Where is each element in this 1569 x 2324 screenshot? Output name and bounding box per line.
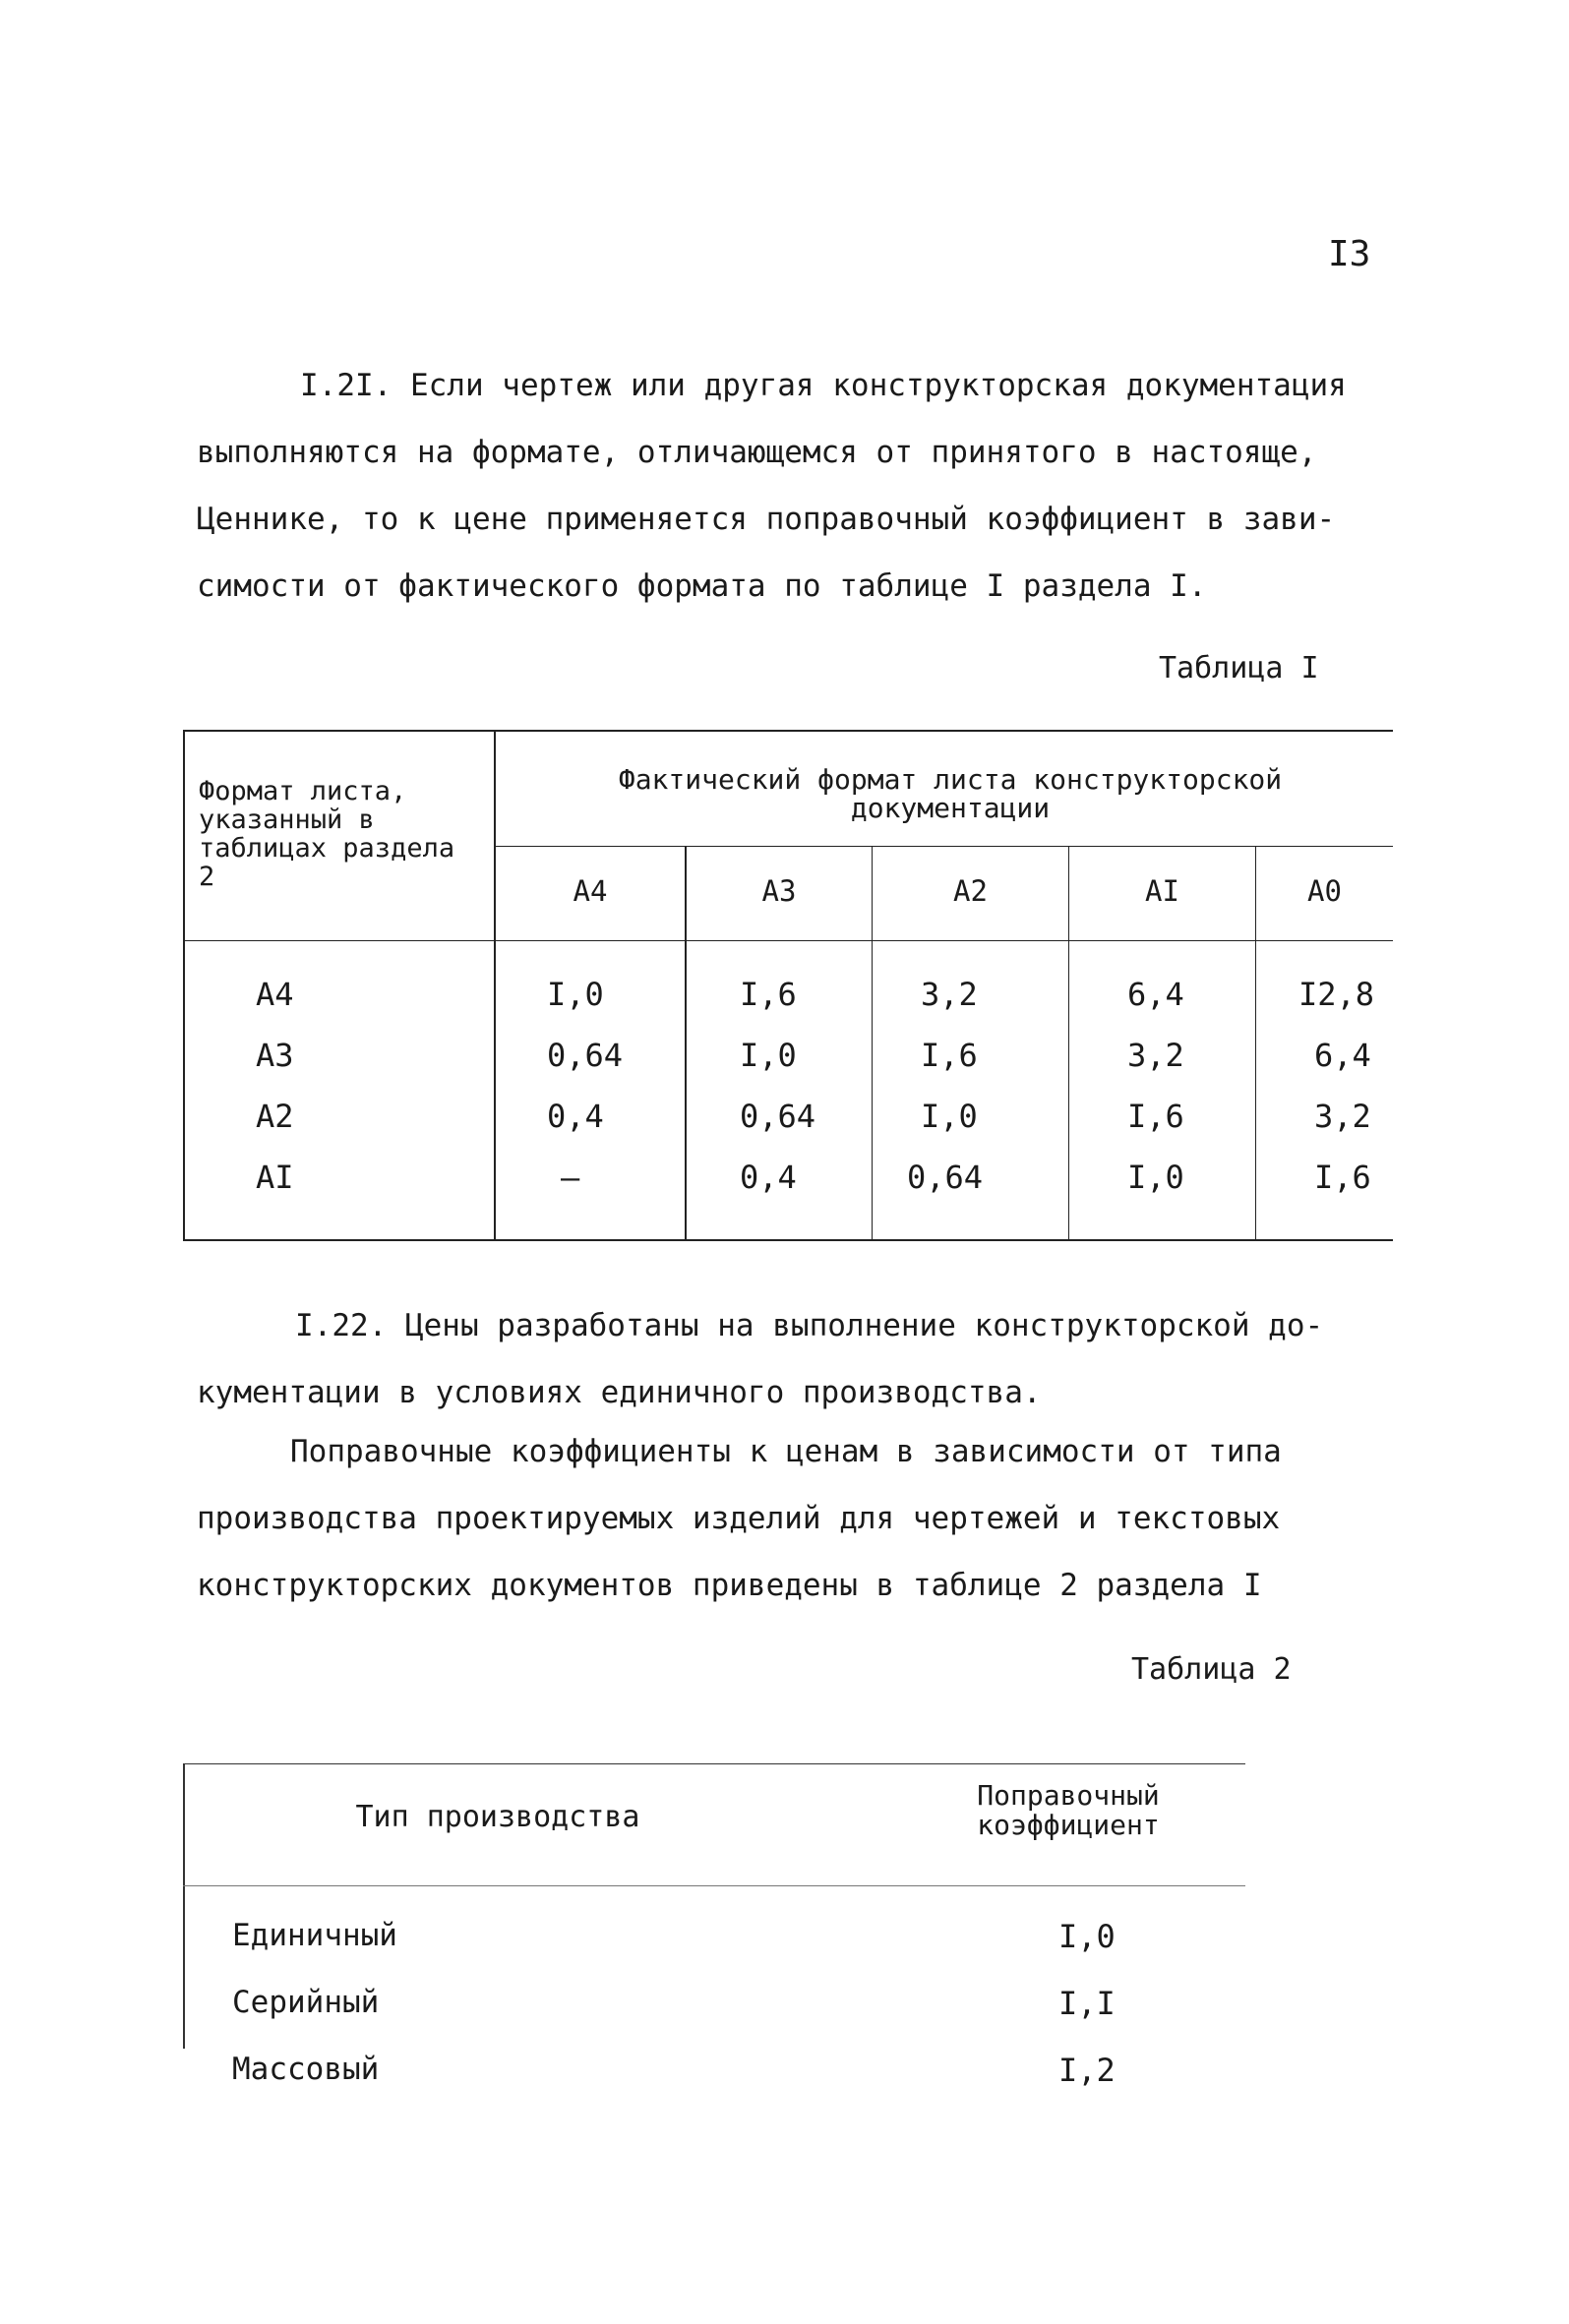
table1-col-header: A2 [953, 874, 988, 908]
table1-cell: I,0 [547, 976, 604, 1013]
table1-col-header: A3 [761, 874, 797, 908]
table2-coefficient: I,I [1058, 1985, 1116, 2022]
table2-caption: Таблица 2 [1131, 1652, 1292, 1687]
paragraph-line: I.2I. Если чертеж или другая конструкторская документация [300, 368, 1347, 403]
table2-coefficient: I,2 [1058, 2052, 1116, 2089]
table1-cell: 0,4 [740, 1159, 797, 1196]
table1-cell: I,0 [921, 1098, 978, 1135]
paragraph-line: I.22. Цены разработаны на выполнение конструкторской до- [295, 1308, 1324, 1343]
table1-row-format: AI [256, 1159, 294, 1196]
table1-row-format: A4 [256, 976, 294, 1013]
table1-cell: I,6 [1314, 1159, 1371, 1196]
table1-cell: I2,8 [1298, 976, 1375, 1013]
paragraph-line: выполняются на формате, отличающемся от принятого в настояще, [197, 435, 1317, 470]
table2 [183, 1746, 1265, 2089]
table1-row-format: A2 [256, 1098, 294, 1135]
table1-cell: – [561, 1159, 580, 1196]
table1-cell: 0,64 [907, 1159, 984, 1196]
table1-cell: 6,4 [1127, 976, 1184, 1013]
table1-col-header: A4 [573, 874, 608, 908]
paragraph-line: конструкторских документов приведены в таблице 2 раздела I [197, 1568, 1262, 1603]
table1-caption: Таблица I [1159, 651, 1319, 685]
table2-col2-header [950, 1781, 1186, 1840]
table2-production-type: Единичный [232, 1918, 397, 1953]
table1-cell: 3,2 [1314, 1098, 1371, 1135]
table1-col-group-header: Фактический формат листа конструкторской документации [618, 763, 1283, 824]
table2-col1-header: Тип производства [355, 1800, 640, 1834]
paragraph-line: Ценнике, то к цене применяется поправочный коэффициент в зави- [197, 502, 1336, 537]
table2-col2-header-line: коэффициент [977, 1809, 1160, 1841]
table1-cell: I,0 [740, 1037, 797, 1074]
page-number: I3 [1328, 234, 1371, 274]
table1-row-format: A3 [256, 1037, 294, 1074]
table1-col-header: AI [1145, 874, 1179, 908]
paragraph-1-22 [197, 1292, 1407, 1426]
table1-cell: I,6 [740, 976, 797, 1013]
table1-cell: I,6 [1127, 1098, 1184, 1135]
paragraph-line: кументации в условиях единичного производства. [197, 1375, 1042, 1410]
table1-cell: 6,4 [1314, 1037, 1371, 1074]
paragraph-line: симости от фактического формата по таблице I раздела I. [197, 568, 1207, 604]
table2-production-type: Массовый [232, 2052, 380, 2087]
table2-col2-header-line: Поправочный [977, 1779, 1160, 1812]
table1-cell: I,6 [921, 1037, 978, 1074]
table1-cell: 3,2 [921, 976, 978, 1013]
table1-col-header: A0 [1307, 874, 1342, 908]
table2-production-type: Серийный [232, 1985, 380, 2020]
paragraph-line: производства проектируемых изделий для чертежей и текстовых [197, 1501, 1281, 1536]
paragraph-coefficients [197, 1418, 1407, 1619]
table1-row-header: Формат листа, указанный в таблицах раздела 2 [199, 776, 455, 892]
table1-cell: 0,64 [547, 1037, 624, 1074]
table1-cell: I,0 [1127, 1159, 1184, 1196]
table1-cell: 3,2 [1127, 1037, 1184, 1074]
table1-cell: 0,4 [547, 1098, 604, 1135]
paragraph-line: Поправочные коэффициенты к ценам в зависимости от типа [290, 1434, 1282, 1469]
paragraph-1-21 [197, 352, 1407, 620]
table1-cell: 0,64 [740, 1098, 816, 1135]
table1 [183, 730, 1393, 1241]
table2-coefficient: I,0 [1058, 1918, 1116, 1955]
